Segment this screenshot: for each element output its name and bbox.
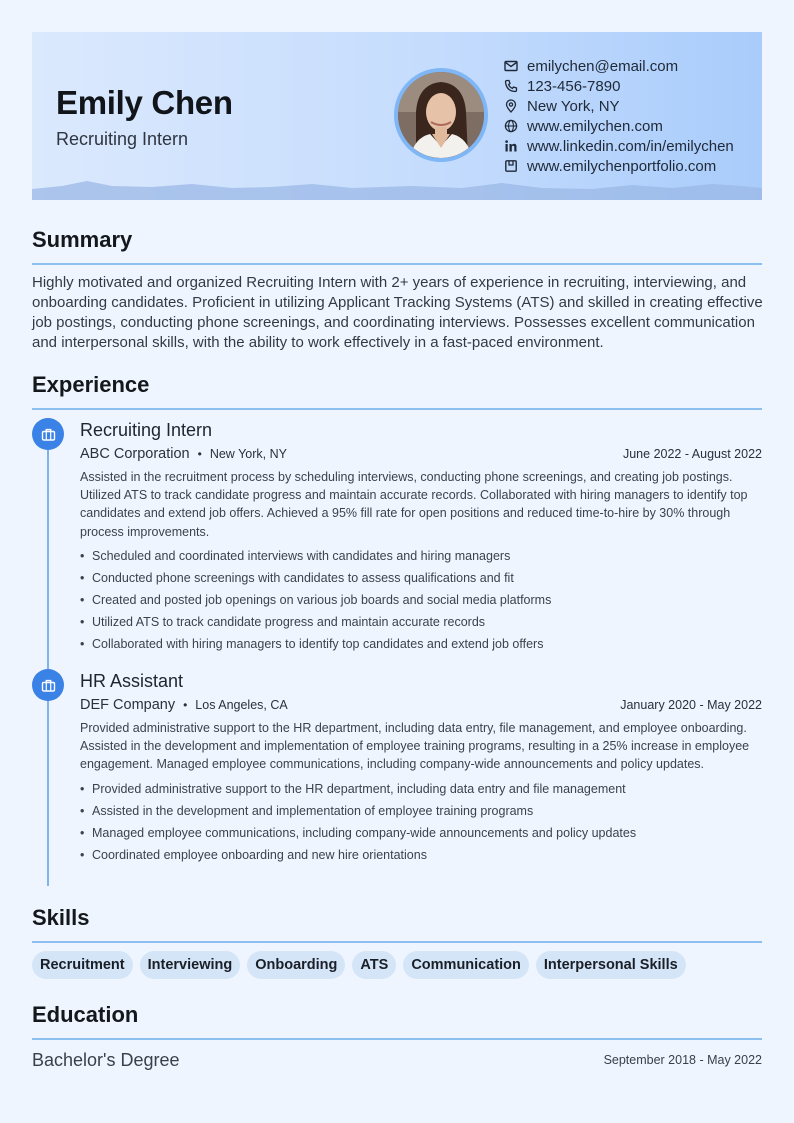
job-meta — [80, 697, 762, 719]
summary-text: Highly motivated and organized Recruiting Intern with 2+ years of experience in recruiting, interviewing, and onboarding candidates. Proficient in utilizing Applicant Tracking Systems (ATS) and skilled in creating effective job postings, conducting phone screenings, and coordinating interviews. Possesses excellent communication and interpersonal skills, with the ability to work effectively in a fast-paced environment. — [32, 274, 763, 351]
job-entry — [80, 420, 762, 655]
education-heading: Education — [32, 1002, 139, 1027]
list-item: • Created and posted job openings on various job boards and social media platforms — [80, 589, 762, 611]
portfolio-icon — [504, 159, 518, 173]
job-dates: June 2022 - August 2022 — [622, 447, 762, 461]
education-divider — [32, 1038, 762, 1040]
skill-chip: ATS — [352, 951, 396, 979]
briefcase-icon — [41, 678, 56, 693]
list-item: • Provided administrative support to the HR department, including data entry and file management — [80, 778, 762, 800]
skill-chip: Communication — [403, 951, 529, 979]
list-item: • Coordinated employee onboarding and new hire orientations — [80, 844, 762, 866]
contact-portfolio[interactable] — [504, 156, 734, 176]
timeline-marker — [32, 669, 64, 701]
meta-separator: • — [197, 447, 202, 461]
skill-chip: Interpersonal Skills — [536, 951, 686, 979]
skills-divider — [32, 941, 762, 943]
summary-heading: Summary — [32, 227, 133, 252]
contact-portfolio-text: www.emilychenportfolio.com — [527, 157, 717, 175]
education-degree: Bachelor's Degree — [32, 1050, 180, 1070]
experience-heading: Experience — [32, 372, 150, 397]
job-company: DEF Company — [80, 697, 176, 713]
list-item: • Collaborated with hiring managers to identify top candidates and extend job offers — [80, 633, 762, 655]
skill-chip: Interviewing — [140, 951, 241, 979]
job-dates: January 2020 - May 2022 — [620, 698, 762, 712]
experience-divider — [32, 408, 762, 410]
job-entry — [80, 671, 762, 866]
phone-icon — [504, 79, 518, 93]
contact-phone[interactable] — [504, 76, 734, 96]
contact-list — [504, 56, 734, 176]
contact-website-text: www.emilychen.com — [527, 117, 663, 135]
timeline-marker — [32, 418, 64, 450]
skill-chip: Recruitment — [32, 951, 133, 979]
job-description: Assisted in the recruitment process by scheduling interviews, conducting phone screenings, and creating job postings. Utilized ATS to track candidate progress and maintain accurate records. Collaborated with hiring managers to identify top candidates and extend job offers. Achieved a 95% fill rate for open positions and reduced time-to-hire by 30% through process improvements. — [80, 470, 748, 539]
list-item: • Managed employee communications, including company-wide announcements and policy updates — [80, 822, 762, 844]
location-icon — [504, 99, 518, 113]
candidate-role: Recruiting Intern — [56, 129, 189, 149]
job-bullets — [80, 778, 762, 866]
job-location: New York, NY — [209, 447, 287, 461]
meta-separator: • — [183, 698, 188, 712]
contact-email[interactable] — [504, 56, 734, 76]
contact-phone-text: 123-456-7890 — [527, 77, 621, 95]
skills-list — [32, 951, 693, 979]
timeline-line — [47, 432, 49, 886]
mountain-decoration — [32, 180, 762, 200]
contact-website[interactable] — [504, 116, 734, 136]
job-bullets — [80, 545, 762, 655]
job-title: Recruiting Intern — [80, 420, 213, 440]
job-company: ABC Corporation — [80, 446, 190, 462]
contact-linkedin[interactable] — [504, 136, 734, 156]
list-item: • Utilized ATS to track candidate progress and maintain accurate records — [80, 611, 762, 633]
globe-icon — [504, 119, 518, 133]
education-dates: September 2018 - May 2022 — [603, 1053, 762, 1067]
contact-email-text: emilychen@email.com — [527, 57, 679, 75]
candidate-name: Emily Chen — [56, 84, 233, 121]
skills-heading: Skills — [32, 905, 90, 930]
skill-chip: Onboarding — [247, 951, 345, 979]
contact-linkedin-text: www.linkedin.com/in/emilychen — [527, 137, 734, 155]
summary-divider — [32, 263, 762, 265]
list-item: • Assisted in the development and implementation of employee training programs — [80, 800, 762, 822]
job-description: Provided administrative support to the HR department, including data entry, file management, and employee onboarding. Assisted in the development and implementation of employee training programs, resulting in a 25% increase in employee engagement. Managed employee communications, including company-wide announcements and policy updates. — [80, 721, 750, 772]
contact-location — [504, 96, 734, 116]
profile-photo — [394, 68, 488, 162]
job-location: Los Angeles, CA — [195, 698, 288, 712]
briefcase-icon — [41, 427, 56, 442]
list-item: • Conducted phone screenings with candidates to assess qualifications and fit — [80, 567, 762, 589]
list-item: • Scheduled and coordinated interviews with candidates and hiring managers — [80, 545, 762, 567]
resume-header — [32, 32, 762, 200]
linkedin-icon — [504, 139, 518, 153]
contact-location-text: New York, NY — [527, 97, 620, 115]
email-icon — [504, 59, 518, 73]
job-title: HR Assistant — [80, 671, 184, 691]
job-meta — [80, 446, 762, 468]
